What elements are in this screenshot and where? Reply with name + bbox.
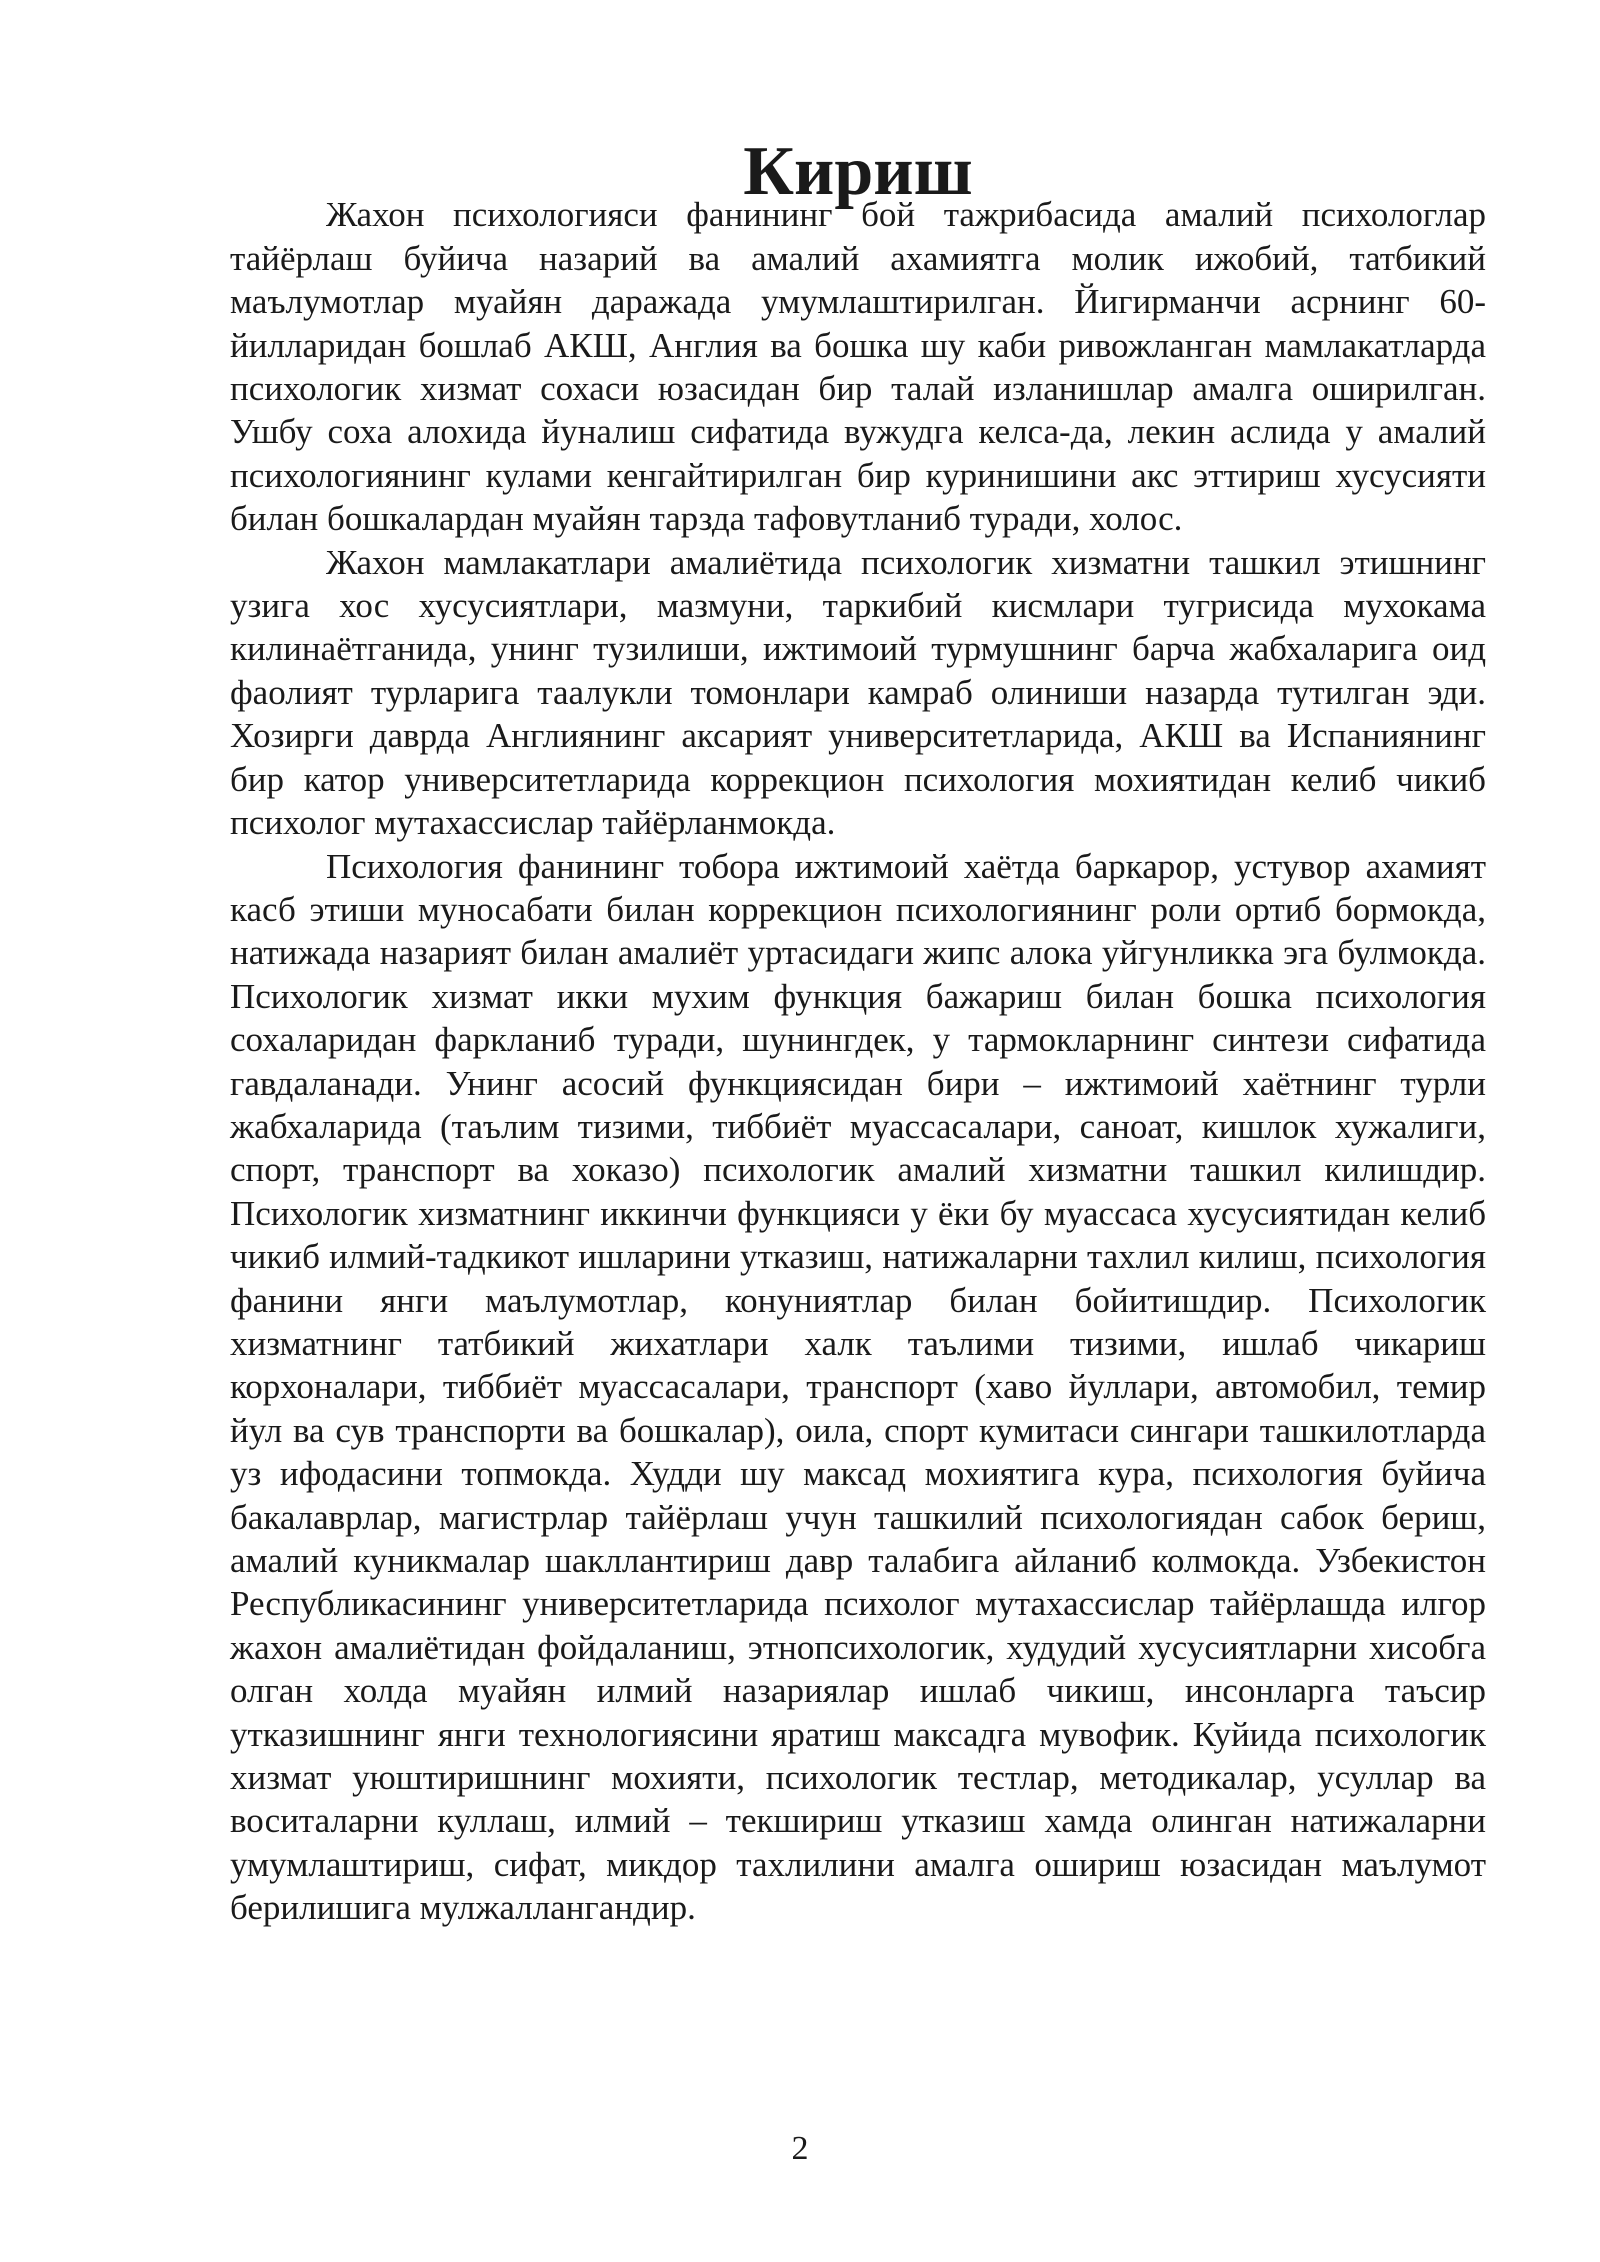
paragraph-1: Жахон психологияси фанининг бой тажрибасида амалий психологлар тайёрлаш буйича назарий ва амалий ахамиятга молик ижобий, татбикий маълумотлар муайян даражада умумлаштирилган. Йигирманчи асрнинг 60-йилларидан бошлаб АКШ, Англия ва бошка шу каби ривожланган мамлакатларда психологик хизмат сохаси юзасидан бир талай изланишлар амалга оширилган. Ушбу соха алохида йуналиш сифатида вужудга келса-да, лекин аслида у амалий психологиянинг кулами кенгайтирилган бир куринишини акс эттириш хусусияти билан бошкалардан муайян тарзда тафовутланиб туради, холос. (230, 195, 1486, 539)
document-body (230, 133, 1486, 1930)
paragraph-2: Жахон мамлакатлари амалиётида психологик хизматни ташкил этишнинг узига хос хусусиятлари, мазмуни, таркибий кисмлари тугрисида мухокама килинаётганида, унинг тузилиши, ижтимоий турмушнинг барча жабхаларига оид фаолият турларига таалукли томонлари камраб олиниши назарда тутилган эди. Хозирги даврда Англиянинг аксарият университетларида, АКШ ва Испаниянинг бир катор университетларида коррекцион психология мохиятидан келиб чикиб психолог мутахассислар тайёрланмокда. (230, 542, 1486, 843)
page-number: 2 (791, 2130, 809, 2167)
paragraph-3: Психология фанининг тобора ижтимоий хаётда баркарор, устувор ахамият касб этиши муносабати билан коррекцион психологиянинг роли ортиб бормокда, натижада назарият билан амалиёт уртасидаги жипс алока уйгунликка эга булмокда. Психологик хизмат икки мухим функция бажариш билан бошка психология сохаларидан фаркланиб туради, шунингдек, у тармокларнинг синтези сифатида гавдаланади. Унинг асосий функциясидан бири – ижтимоий хаётнинг турли жабхаларида (таълим тизими, тиббиёт муассасалари, саноат, кишлок хужалиги, спорт, транспорт ва хоказо) психологик амалий хизматни ташкил килишдир. Психологик хизматнинг иккинчи функцияси у ёки бу муассаса хусусиятидан келиб чикиб илмий-тадкикот ишларини утказиш, натижаларни тахлил килиш, психология фанини янги маълумотлар, конуниятлар билан бойитишдир. Психологик хизматнинг татбикий жихатлари халк таълими тизими, ишлаб чикариш корхоналари, тиббиёт муассасалари, транспорт (хаво йуллари, автомобил, темир йул ва сув транспорти ва бошкалар), оила, спорт кумитаси сингари ташкилотларда уз ифодасини топмокда. Худди шу максад мохиятига кура, психология буйича бакалаврлар, магистрлар тайёрлаш учун ташкилий психологиядан сабок бериш, амалий куникмалар шакллантириш давр талабига айланиб колмокда. Узбекистон Республикасининг университетларида психолог мутахассислар тайёрлашда илгор жахон амалиётидан фойдаланиш, этнопсихологик, худудий хусусиятларни хисобга олган холда муайян илмий назариялар ишлаб чикиш, инсонларга таъсир утказишнинг янги технологиясини яратиш максадга мувофик. Куйида психологик хизмат уюштиришнинг мохияти, психологик тестлар, методикалар, усуллар ва воситаларни куллаш, илмий – текшириш утказиш хамда олинган натижаларни умумлаштириш, сифат, микдор тахлилини амалга ошириш юзасидан маълумот берилишига мулжаллангандир. (230, 846, 1486, 1928)
page-title: Кириш (743, 133, 973, 210)
